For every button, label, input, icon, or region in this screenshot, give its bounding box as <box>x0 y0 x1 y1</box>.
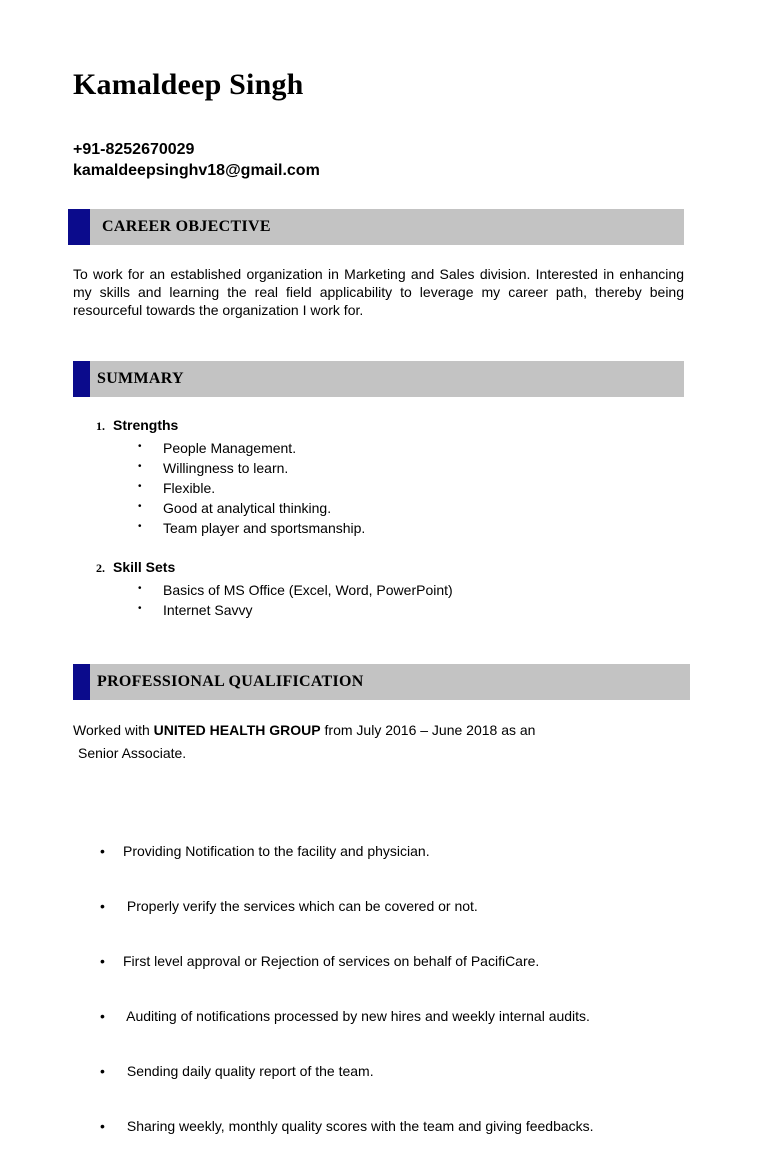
list-item <box>100 1007 594 1026</box>
bullet-glyph: • <box>100 843 105 859</box>
skills-title: Skill Sets <box>113 559 176 575</box>
list-number: 2. <box>96 561 105 575</box>
list-item <box>100 1117 594 1136</box>
list-item <box>100 897 594 916</box>
list-item: • Team player and sportsmanship. <box>138 518 365 538</box>
bullet-glyph: • <box>100 1008 105 1024</box>
intro-prefix: Worked with <box>73 722 154 738</box>
duty-text: First level approval or Rejection of services on behalf of PacifiCare. <box>123 953 540 969</box>
email-address: kamaldeepsinghv18@gmail.com <box>73 162 320 179</box>
duty-text: Auditing of notifications processed by new hires and weekly internal audits. <box>123 1008 590 1024</box>
summary-header <box>73 361 684 397</box>
list-item: • Internet Savvy <box>138 600 453 620</box>
section-title: SUMMARY <box>97 370 184 387</box>
skills-heading <box>96 559 175 576</box>
career-objective-header <box>68 209 684 245</box>
job-role: Senior Associate. <box>78 745 187 761</box>
candidate-name: Kamaldeep Singh <box>73 68 304 101</box>
strengths-list <box>138 438 365 538</box>
intro-suffix: from July 2016 – June 2018 as an <box>320 722 536 738</box>
phone-number: +91-8252670029 <box>73 141 195 158</box>
bullet-glyph: • <box>100 1118 105 1134</box>
bullet-glyph: • <box>100 953 105 969</box>
section-title: PROFESSIONAL QUALIFICATION <box>97 673 364 690</box>
list-item <box>100 1062 594 1081</box>
work-intro <box>73 722 535 738</box>
bullet-glyph: • <box>100 1063 105 1079</box>
strengths-title: Strengths <box>113 417 179 433</box>
skills-list <box>138 580 453 620</box>
career-objective-text: To work for an established organization in Marketing and Sales division. Interested in enhancing my skills and learning the real field applicability to leverage my career path, thereby being resourceful towards the organization I work for. <box>73 266 684 318</box>
section-accent <box>73 664 90 700</box>
section-accent <box>73 361 90 397</box>
bullet-glyph: • <box>100 898 105 914</box>
list-item <box>100 952 594 971</box>
duty-text: Properly verify the services which can be covered or not. <box>123 898 478 914</box>
list-item: • Willingness to learn. <box>138 458 365 478</box>
section-accent <box>68 209 90 245</box>
section-title: CAREER OBJECTIVE <box>102 218 271 235</box>
duties-list <box>100 806 594 1154</box>
qualification-header <box>73 664 690 700</box>
strengths-heading <box>96 417 178 434</box>
list-item: • Flexible. <box>138 478 365 498</box>
company-name: UNITED HEALTH GROUP <box>153 722 321 738</box>
list-item: • Good at analytical thinking. <box>138 498 365 518</box>
list-item: • People Management. <box>138 438 365 458</box>
duty-text: Providing Notification to the facility and physician. <box>123 843 430 859</box>
list-item: • Basics of MS Office (Excel, Word, PowerPoint) <box>138 580 453 600</box>
duty-text: Sending daily quality report of the team. <box>123 1063 374 1079</box>
list-item <box>100 842 594 861</box>
list-number: 1. <box>96 419 105 433</box>
duty-text: Sharing weekly, monthly quality scores with the team and giving feedbacks. <box>123 1118 594 1134</box>
